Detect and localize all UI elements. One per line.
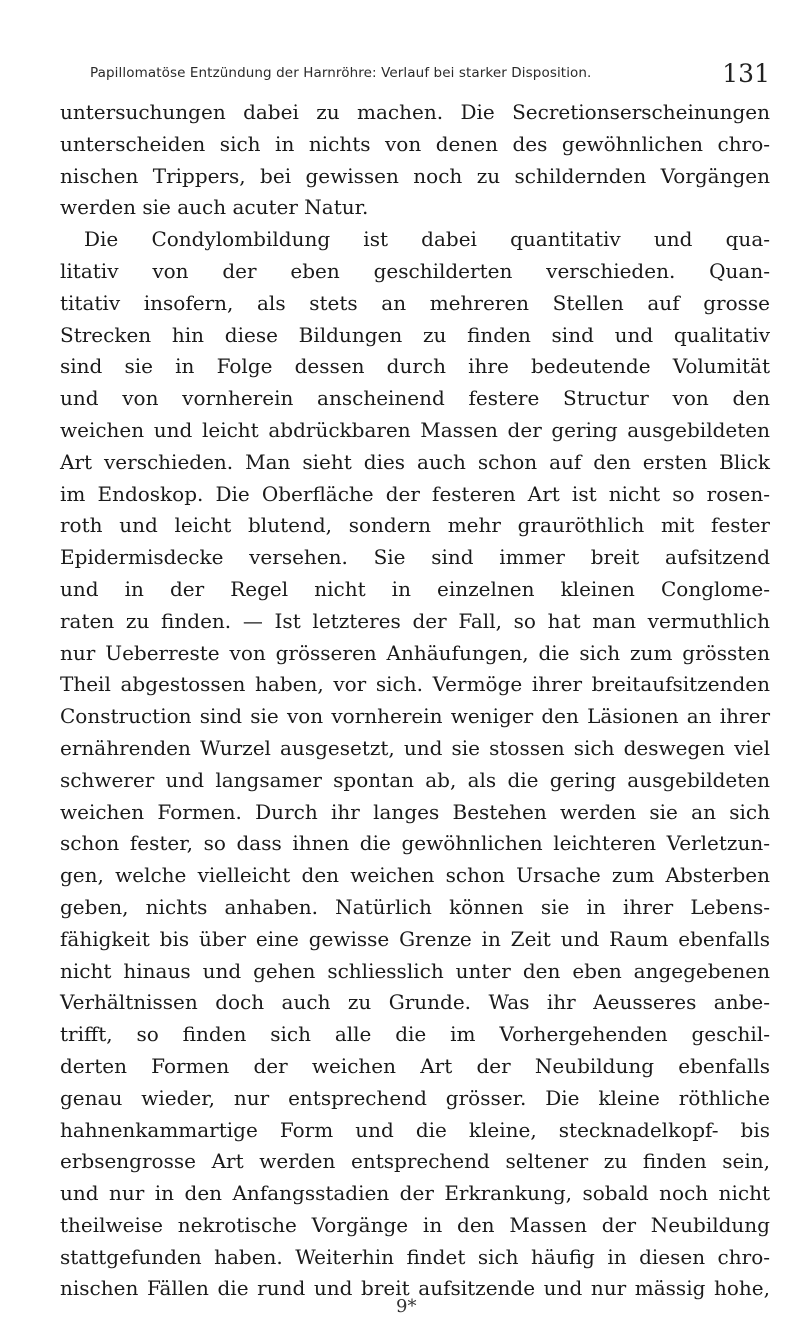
text-line: stattgefunden haben. Weiterhin findet sich häufig in diesen chro-: [60, 1244, 770, 1269]
text-line: derten Formen der weichen Art der Neubildung ebenfalls: [60, 1053, 770, 1078]
text-line: und in der Regel nicht in einzelnen kleinen Conglome-: [60, 576, 770, 601]
text-line: Strecken hin diese Bildungen zu finden sind und qualitativ: [60, 322, 770, 347]
text-line: Art verschieden. Man sieht dies auch schon auf den ersten Blick: [60, 449, 770, 474]
text-line: trifft, so finden sich alle die im Vorhergehenden geschil-: [60, 1022, 770, 1047]
text-line: nur Ueberreste von grösseren Anhäufungen, die sich zum grössten: [60, 640, 770, 665]
body-text: [60, 97, 770, 1305]
text-line: raten zu finden. — Ist letzteres der Fall, so hat man vermuthlich: [60, 608, 770, 633]
text-line: und nur in den Anfangsstadien der Erkrankung, sobald noch nicht: [60, 1181, 770, 1206]
text-line: unterscheiden sich in nichts von denen des gewöhnlichen chro-: [60, 131, 770, 156]
text-line: geben, nichts anhaben. Natürlich können sie in ihrer Lebens-: [60, 894, 770, 919]
text-line: titativ insofern, als stets an mehreren Stellen auf grosse: [60, 290, 770, 315]
text-line: Verhältnissen doch auch zu Grunde. Was ihr Aeusseres anbe-: [60, 990, 770, 1015]
text-line: Theil abgestossen haben, vor sich. Vermöge ihrer breitaufsitzenden: [60, 672, 770, 697]
page-number: 131: [722, 59, 770, 88]
running-title: Papillomatöse Entzündung der Harnröhre: Verlauf bei starker Disposition.: [90, 65, 592, 81]
text-line: weichen und leicht abdrückbaren Massen der gering ausgebildeten: [60, 417, 770, 442]
text-line: fähigkeit bis über eine gewisse Grenze in Zeit und Raum ebenfalls: [60, 926, 770, 951]
text-line: erbsengrosse Art werden entsprechend seltener zu finden sein,: [60, 1149, 770, 1174]
text-line: werden sie auch acuter Natur.: [60, 195, 369, 220]
text-line: weichen Formen. Durch ihr langes Bestehen werden sie an sich: [60, 799, 770, 824]
text-line: nicht hinaus und gehen schliesslich unter den eben angegebenen: [60, 958, 770, 983]
text-line: Die Condylombildung ist dabei quantitativ und qua-: [84, 227, 770, 252]
text-line: Epidermisdecke versehen. Sie sind immer breit aufsitzend: [60, 545, 770, 570]
text-line: nischen Fällen die rund und breit aufsitzende und nur mässig hohe,: [60, 1276, 770, 1301]
text-line: Construction sind sie von vornherein weniger den Läsionen an ihrer: [60, 704, 770, 729]
text-line: gen, welche vielleicht den weichen schon Ursache zum Absterben: [60, 863, 770, 888]
text-line: litativ von der eben geschilderten verschieden. Quan-: [60, 258, 770, 283]
text-line: roth und leicht blutend, sondern mehr grauröthlich mit fester: [60, 513, 770, 538]
text-line: schon fester, so dass ihnen die gewöhnlichen leichteren Verletzun-: [60, 831, 770, 856]
text-line: hahnenkammartige Form und die kleine, stecknadelkopf- bis: [60, 1117, 770, 1142]
page-header: [90, 59, 770, 89]
text-line: theilweise nekrotische Vorgänge in den Massen der Neubildung: [60, 1212, 770, 1237]
signature-mark: 9*: [396, 1296, 417, 1317]
text-line: schwerer und langsamer spontan ab, als die gering ausgebildeten: [60, 767, 770, 792]
text-line: im Endoskop. Die Oberfläche der festeren Art ist nicht so rosen-: [60, 481, 770, 506]
text-line: ernährenden Wurzel ausgesetzt, und sie stossen sich deswegen viel: [60, 735, 770, 760]
text-line: untersuchungen dabei zu machen. Die Secretionserscheinungen: [60, 100, 770, 124]
text-line: und von vornherein anscheinend festere Structur von den: [60, 386, 770, 411]
text-line: sind sie in Folge dessen durch ihre bedeutende Volumität: [60, 354, 770, 379]
text-line: nischen Trippers, bei gewissen noch zu schildernden Vorgängen: [60, 163, 770, 188]
text-line: genau wieder, nur entsprechend grösser. Die kleine röthliche: [60, 1085, 770, 1110]
